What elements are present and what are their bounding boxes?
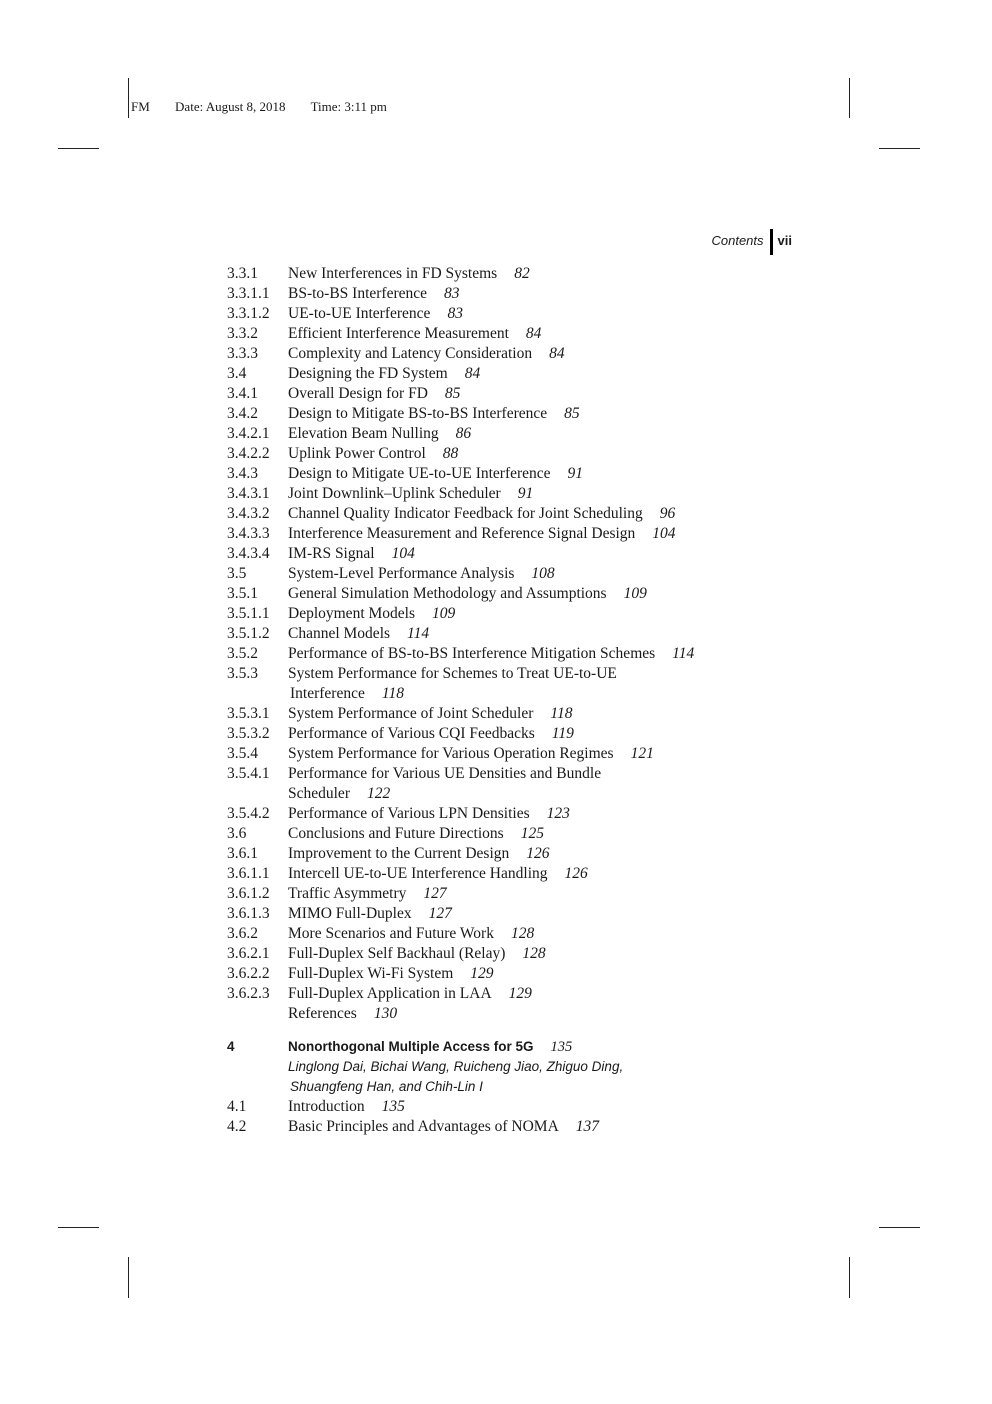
toc-entry-number: 3.3.3 [227, 345, 258, 362]
toc-entry-page: 130 [373, 1005, 398, 1022]
toc-entry-page: 114 [672, 645, 695, 662]
toc-entry [227, 784, 827, 804]
toc-entry-title: MIMO Full-Duplex [288, 905, 412, 922]
toc-entry-number: 3.5.2 [227, 645, 258, 662]
toc-entry-number: 3.5.4.1 [227, 765, 270, 782]
toc-entry-number: 4 [227, 1039, 235, 1054]
toc-entry-title: Scheduler [288, 785, 350, 802]
toc-entry [227, 644, 827, 664]
toc-entry [227, 924, 827, 944]
toc-entry-page: 85 [444, 385, 461, 402]
toc-entry [227, 724, 827, 744]
toc-entry-number: 3.6.2.3 [227, 985, 270, 1002]
toc-entry [227, 604, 827, 624]
toc-entry-number: 3.3.2 [227, 325, 258, 342]
toc-entry-page: 127 [423, 885, 447, 902]
toc-entry-title: Complexity and Latency Consideration [288, 345, 533, 362]
toc-entry [227, 824, 827, 844]
toc-entry [227, 1097, 827, 1117]
toc-chapter-entry [227, 1037, 827, 1057]
toc-entry-page: 135 [381, 1098, 405, 1115]
toc-entry-title: Joint Downlink–Uplink Scheduler [288, 485, 501, 502]
toc-entry-title: Performance for Various UE Densities and Bundle [288, 765, 602, 782]
toc-entry-title: Uplink Power Control [288, 445, 426, 462]
toc-entry-title: Traffic Asymmetry [288, 885, 407, 902]
toc-entry [227, 884, 827, 904]
toc-entry [227, 384, 827, 404]
toc-entry [227, 504, 827, 524]
page-number: vii [777, 233, 792, 248]
print-slug [131, 99, 409, 115]
toc-entry [227, 284, 827, 304]
slug-section: FM [131, 99, 150, 114]
toc-entry [227, 904, 827, 924]
toc-entry-number: 3.4 [227, 365, 247, 382]
toc-entry-page: 129 [470, 965, 494, 982]
toc-entry [227, 864, 827, 884]
toc-entry-title: BS-to-BS Interference [288, 285, 428, 302]
toc-authors: Shuangfeng Han, and Chih-Lin I [290, 1079, 483, 1094]
toc-entry-number [227, 1057, 288, 1077]
toc-entry-page: 126 [564, 865, 588, 882]
toc-entry-title: New Interferences in FD Systems [288, 265, 498, 282]
toc-entry [227, 744, 827, 764]
toc-entry-title: Performance of Various CQI Feedbacks [288, 725, 535, 742]
crop-mark [879, 1227, 920, 1228]
toc-entry-title: Channel Quality Indicator Feedback for Joint Scheduling [288, 505, 643, 522]
toc-entry-title: Channel Models [288, 625, 391, 642]
toc-authors-line [227, 1057, 827, 1077]
toc-entry-number: 3.6.1 [227, 845, 258, 862]
toc-entry-title: Design to Mitigate BS-to-BS Interference [288, 405, 548, 422]
toc-entry-title: Full-Duplex Self Backhaul (Relay) [288, 945, 506, 962]
toc-entry-number [227, 1004, 288, 1024]
toc-entry-title: Designing the FD System [288, 365, 448, 382]
toc-entry-title: Interference [290, 685, 365, 702]
toc-entry-title: IM-RS Signal [288, 545, 375, 562]
toc-entry-page: 123 [546, 805, 570, 822]
toc-entry-number [227, 784, 288, 804]
toc-entry-page: 118 [381, 685, 404, 702]
toc-entry-page: 104 [391, 545, 415, 562]
toc-entry-page: 127 [428, 905, 452, 922]
toc-entry-page: 128 [510, 925, 535, 942]
toc-entry-number: 4.2 [227, 1118, 247, 1135]
toc-entry-page: 85 [564, 405, 580, 422]
toc-entry-title: Improvement to the Current Design [288, 845, 510, 862]
toc-entry-title: Performance of BS-to-BS Interference Mitigation Schemes [288, 645, 656, 662]
toc-entry-page: 135 [550, 1039, 573, 1055]
toc-entry-number [227, 1077, 288, 1097]
crop-mark [128, 1257, 129, 1298]
toc-entry-title: System-Level Performance Analysis [288, 565, 515, 582]
slug-time: Time: 3:11 pm [310, 99, 387, 114]
crop-mark [128, 78, 129, 118]
toc-entry [227, 424, 827, 444]
crop-mark [879, 148, 920, 149]
toc-entry [227, 324, 827, 344]
toc-entry-page: 109 [432, 605, 456, 622]
toc-authors-line [227, 1077, 827, 1097]
toc-entry [227, 584, 827, 604]
toc-entry-page: 91 [517, 485, 534, 502]
toc-entry-page: 122 [366, 785, 391, 802]
toc-entry-number: 3.5.4 [227, 745, 258, 762]
toc-entry-number: 3.4.2.2 [227, 445, 270, 462]
toc-entry-page: 86 [455, 425, 472, 442]
toc-entry-page: 83 [447, 305, 463, 322]
toc-entry-number: 3.5.1.1 [227, 605, 270, 622]
running-head [600, 229, 792, 255]
toc-entry-page: 129 [508, 985, 532, 1002]
crop-mark [58, 1227, 99, 1228]
toc-entry-number: 3.5.3 [227, 665, 258, 682]
toc-entry-page: 84 [549, 345, 565, 362]
toc-entry-title: UE-to-UE Interference [288, 305, 431, 322]
toc-entry [227, 764, 827, 784]
toc-entry-title: Full-Duplex Wi-Fi System [288, 965, 454, 982]
toc-entry-number: 3.5.3.2 [227, 725, 270, 742]
toc-entry-title: Design to Mitigate UE-to-UE Interference [288, 465, 551, 482]
toc-entry-number: 3.4.2 [227, 405, 258, 422]
toc-entry [227, 664, 827, 684]
toc-entry-number: 3.5.1 [227, 585, 258, 602]
toc-entry-title: Interference Measurement and Reference Signal Design [288, 525, 636, 542]
toc-entry-number: 3.4.3 [227, 465, 258, 482]
toc-entry-page: 128 [522, 945, 546, 962]
toc-entry-page: 114 [407, 625, 430, 642]
toc-entry-title: Elevation Beam Nulling [288, 425, 439, 442]
toc-entry-title: Intercell UE-to-UE Interference Handling [288, 865, 548, 882]
toc-entry-number: 3.3.1 [227, 265, 258, 282]
toc-entry-number: 3.4.3.4 [227, 545, 270, 562]
toc-entry-title: Full-Duplex Application in LAA [288, 985, 492, 1002]
toc-entry-number: 3.6 [227, 825, 247, 842]
toc-entry-number: 3.3.1.1 [227, 285, 270, 302]
toc-entry [227, 624, 827, 644]
toc-entry-page: 126 [526, 845, 550, 862]
toc-entry-title: References [288, 1005, 357, 1022]
toc-entry-page: 109 [623, 585, 647, 602]
toc-entry-title: System Performance of Joint Scheduler [288, 705, 534, 722]
toc-entry-title: Performance of Various LPN Densities [288, 805, 530, 822]
toc-entry-page: 84 [525, 325, 542, 342]
toc-entry-number: 3.4.3.3 [227, 525, 270, 542]
toc-entry-number: 3.5.4.2 [227, 805, 270, 822]
toc-entry [227, 544, 827, 564]
toc-entry-title: Basic Principles and Advantages of NOMA [288, 1118, 559, 1135]
toc-entry [227, 444, 827, 464]
toc-entry-page: 121 [630, 745, 654, 762]
toc-entry [227, 944, 827, 964]
toc-entry-number: 3.6.1.1 [227, 865, 270, 882]
toc-entry-number [227, 684, 288, 704]
toc-entry [227, 524, 827, 544]
toc-entry [227, 404, 827, 424]
toc-entry [227, 684, 827, 704]
toc-entry-number: 3.4.3.2 [227, 505, 270, 522]
toc-entry [227, 264, 827, 284]
slug-date: Date: August 8, 2018 [175, 99, 286, 114]
toc-entry [227, 484, 827, 504]
toc-entry-number: 4.1 [227, 1098, 247, 1115]
toc-entry-title: Conclusions and Future Directions [288, 825, 504, 842]
toc-entry-title: Overall Design for FD [288, 385, 428, 402]
toc-entry [227, 304, 827, 324]
toc-entry-page: 82 [514, 265, 530, 282]
table-of-contents [227, 264, 827, 1137]
toc-entry [227, 844, 827, 864]
toc-entry-page: 96 [659, 505, 676, 522]
toc-entry [227, 804, 827, 824]
toc-entry-number: 3.4.1 [227, 385, 258, 402]
toc-entry-page: 84 [464, 365, 481, 382]
toc-entry [227, 564, 827, 584]
crop-mark [849, 78, 850, 118]
crop-mark [58, 148, 99, 149]
toc-entry [227, 1117, 827, 1137]
toc-entry-page: 125 [520, 825, 544, 842]
toc-entry-number: 3.5.1.2 [227, 625, 270, 642]
toc-entry-number: 3.6.2 [227, 925, 258, 942]
toc-entry-page: 118 [550, 705, 573, 722]
toc-entry-number: 3.5 [227, 565, 247, 582]
toc-entry-page: 104 [652, 525, 676, 542]
toc-entry-title: More Scenarios and Future Work [288, 925, 494, 942]
toc-entry-number: 3.6.1.2 [227, 885, 270, 902]
toc-entry-title: Deployment Models [288, 605, 415, 622]
toc-entry-number: 3.3.1.2 [227, 305, 270, 322]
toc-entry [227, 344, 827, 364]
crop-mark [849, 1257, 850, 1298]
toc-entry-title: System Performance for Various Operation Regimes [288, 745, 614, 762]
toc-entry-title: Introduction [288, 1098, 365, 1115]
toc-entry-title: General Simulation Methodology and Assumptions [288, 585, 607, 602]
toc-entry-number: 3.4.2.1 [227, 425, 270, 442]
toc-entry-title: Efficient Interference Measurement [288, 325, 509, 342]
toc-entry-page: 83 [444, 285, 460, 302]
toc-entry [227, 704, 827, 724]
toc-entry-title: Nonorthogonal Multiple Access for 5G [288, 1039, 534, 1054]
toc-authors: Linglong Dai, Bichai Wang, Ruicheng Jiao, Zhiguo Ding, [288, 1059, 624, 1074]
toc-entry-title: System Performance for Schemes to Treat UE-to-UE [288, 665, 617, 682]
toc-entry [227, 1004, 827, 1024]
toc-entry [227, 364, 827, 384]
toc-entry [227, 464, 827, 484]
toc-entry-number: 3.6.1.3 [227, 905, 270, 922]
toc-entry-page: 88 [442, 445, 459, 462]
toc-entry-number: 3.6.2.2 [227, 965, 270, 982]
toc-entry-page: 119 [551, 725, 574, 742]
toc-entry-number: 3.5.3.1 [227, 705, 270, 722]
toc-entry [227, 964, 827, 984]
running-head-rule [770, 229, 773, 255]
toc-entry [227, 984, 827, 1004]
toc-entry-number: 3.6.2.1 [227, 945, 270, 962]
toc-entry-number: 3.4.3.1 [227, 485, 270, 502]
running-head-label: Contents [711, 233, 764, 248]
toc-entry-page: 108 [531, 565, 555, 582]
toc-entry-page: 137 [575, 1118, 600, 1135]
toc-entry-page: 91 [567, 465, 584, 482]
